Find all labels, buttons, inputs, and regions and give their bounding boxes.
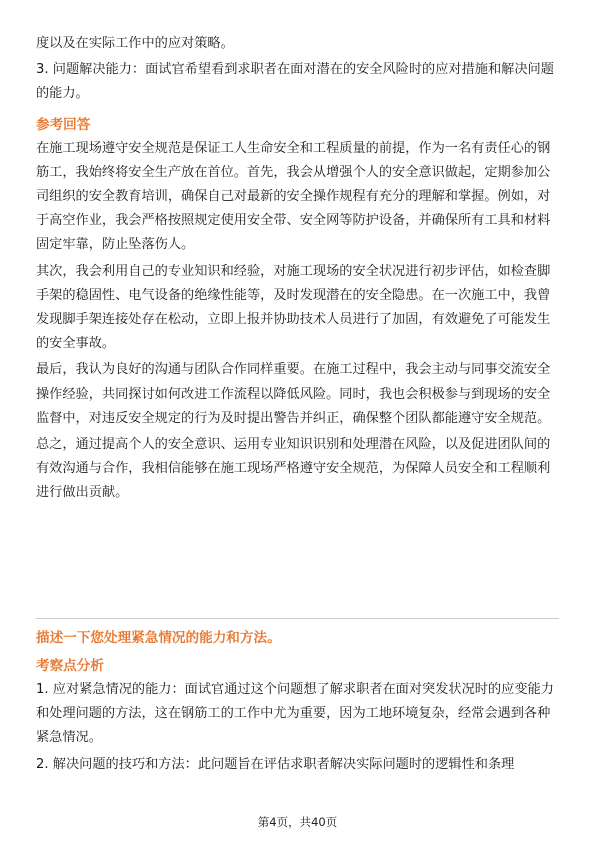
point-1-text: 1. 应对紧急情况的能力：面试官通过这个问题想了解求职者在面对突发状况时的应变能力和处理问题的方法，这在钢筋工的工作中尤为重要，因为工地环境复杂，经常会遇到各种紧急情况。 [36,682,554,746]
section-2 [36,626,559,779]
answer-paragraph: 总之，通过提高个人的安全意识、运用专业知识识别和处理潜在风险，以及促进团队间的有效沟通与合作，我相信能够在施工现场严格遵守安全规范，为保障人员安全和工程顺利进行做出贡献。 [36,437,551,501]
content-column [36,32,559,508]
point-3-text: 3. 问题解决能力：面试官希望看到求职者在面对潜在的安全风险时的应对措施和解决问题的能力。 [36,62,554,102]
answer-paragraph: 最后，我认为良好的沟通与团队合作同样重要。在施工过程中，我会主动与同事交流安全操作经验，共同探讨如何改进工作流程以降低风险。同时，我也会积极参与到现场的安全监督中，对违反安全规定的行为及时提出警告并纠正，确保整个团队都能遵守安全规范。 [36,362,551,426]
answer-paragraph: 其次，我会利用自己的专业知识和经验，对施工现场的安全状况进行初步评估，如检查脚手架的稳固性、电气设备的绝缘性能等，及时发现潜在的安全隐患。在一次施工中，我曾发现脚手架连接处存在松动，立即上报并协助技术人员进行了加固，有效避免了可能发生的安全事故。 [36,263,551,352]
answer-heading: 参考回答 [36,116,91,133]
page-number: 第4页，共40页 [257,815,338,829]
point-2-text: 2. 解决问题的技巧和方法：此问题旨在评估求职者解决实际问题时的逻辑性和条理 [36,756,515,772]
intro-tail-text: 度以及在实际工作中的应对策略。 [36,36,234,51]
question-heading: 描述一下您处理紧急情况的能力和方法。 [36,630,281,646]
section-divider [36,618,559,619]
answer-paragraph: 在施工现场遵守安全规范是保证工人生命安全和工程质量的前提，作为一名有责任心的钢筋工，我始终将安全生产放在首位。首先，我会从增强个人的安全意识做起，定期参加公司组织的安全教育培训，确保自己对最新的安全操作规程有充分的理解和掌握。例如，对于高空作业，我会严格按照规定使用安全带、安全网等防护设备，并确保所有工具和材料固定牢靠，防止坠落伤人。 [36,140,551,253]
analysis-heading: 考察点分析 [36,658,104,674]
